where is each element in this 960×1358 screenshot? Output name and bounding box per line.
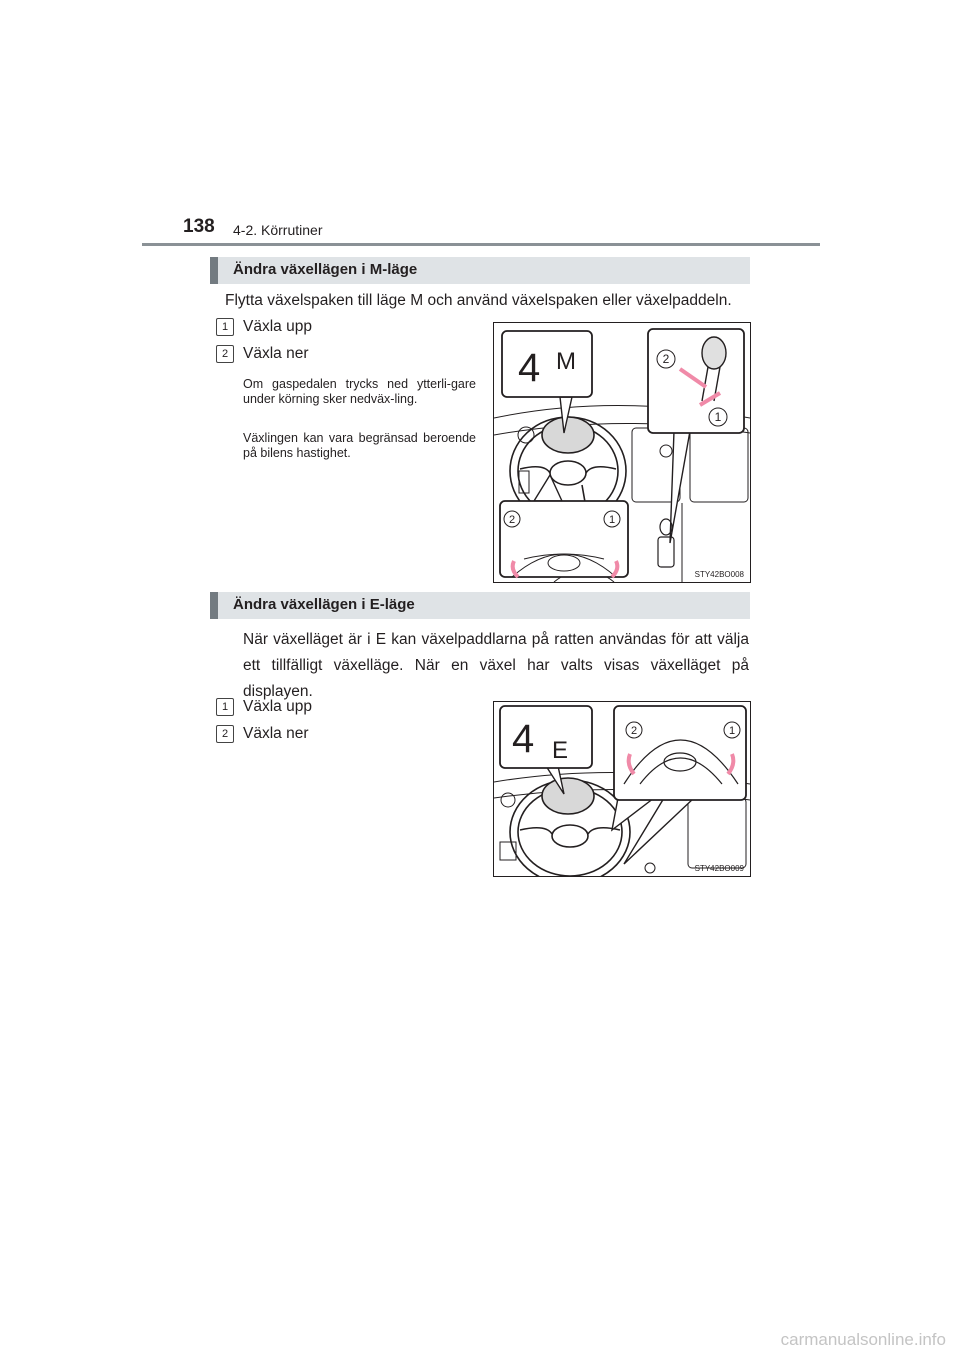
callout-number: 1 — [714, 410, 722, 424]
note-paragraph: Om gaspedalen trycks ned ytterli-gare under körning sker nedväx-ling. — [243, 377, 476, 406]
callout-number: 1 — [608, 514, 616, 526]
section-title-band-m — [210, 257, 750, 284]
page-number: 138 — [183, 216, 215, 237]
callout-number: 2 — [630, 725, 638, 737]
figure-e-illustration — [494, 702, 750, 876]
header-rule — [142, 243, 820, 246]
step-label: Växla ner — [243, 345, 309, 362]
step-number: 2 — [216, 725, 234, 743]
gear-display-text: 4 — [518, 346, 541, 390]
callout-number: 1 — [728, 725, 736, 737]
figure-e-mode — [493, 701, 751, 877]
band-accent — [210, 257, 218, 284]
step-label: Växla ner — [243, 725, 309, 742]
band-accent — [210, 592, 218, 619]
watermark-text: carmanualsonline.info — [780, 1330, 946, 1349]
figure-code: STY42BO008 — [694, 570, 744, 579]
figure-code: STY42BO009 — [694, 864, 744, 873]
body-paragraph-e: När växelläget är i E kan växelpaddlarna på ratten användas för att välja ett tillfälligt växelläge. När en växel har valts visas växelläget på displayen. — [243, 631, 749, 700]
callout-number: 2 — [508, 514, 516, 526]
section-title-e: Ändra växellägen i E-läge — [233, 596, 415, 613]
step-number: 2 — [216, 345, 234, 363]
step-label: Växla upp — [243, 318, 312, 335]
figure-m-illustration — [494, 323, 750, 582]
section-title-band-e — [210, 592, 750, 619]
gear-display-text: 4 — [512, 717, 535, 761]
mode-display-text: E — [552, 737, 569, 764]
step-label: Växla upp — [243, 698, 312, 715]
intro-text-m: Flytta växelspaken till läge M och använd växelspaken eller växelpaddeln. — [225, 292, 732, 309]
mode-display-text: M — [556, 348, 576, 375]
section-title-m: Ändra växellägen i M-läge — [233, 261, 418, 278]
note-paragraph: Växlingen kan vara begränsad beroende på bilens hastighet. — [243, 431, 476, 460]
step-number: 1 — [216, 698, 234, 716]
callout-number: 2 — [662, 352, 670, 366]
step-number: 1 — [216, 318, 234, 336]
figure-m-mode — [493, 322, 751, 583]
chapter-label: 4-2. Körrutiner — [233, 222, 323, 238]
